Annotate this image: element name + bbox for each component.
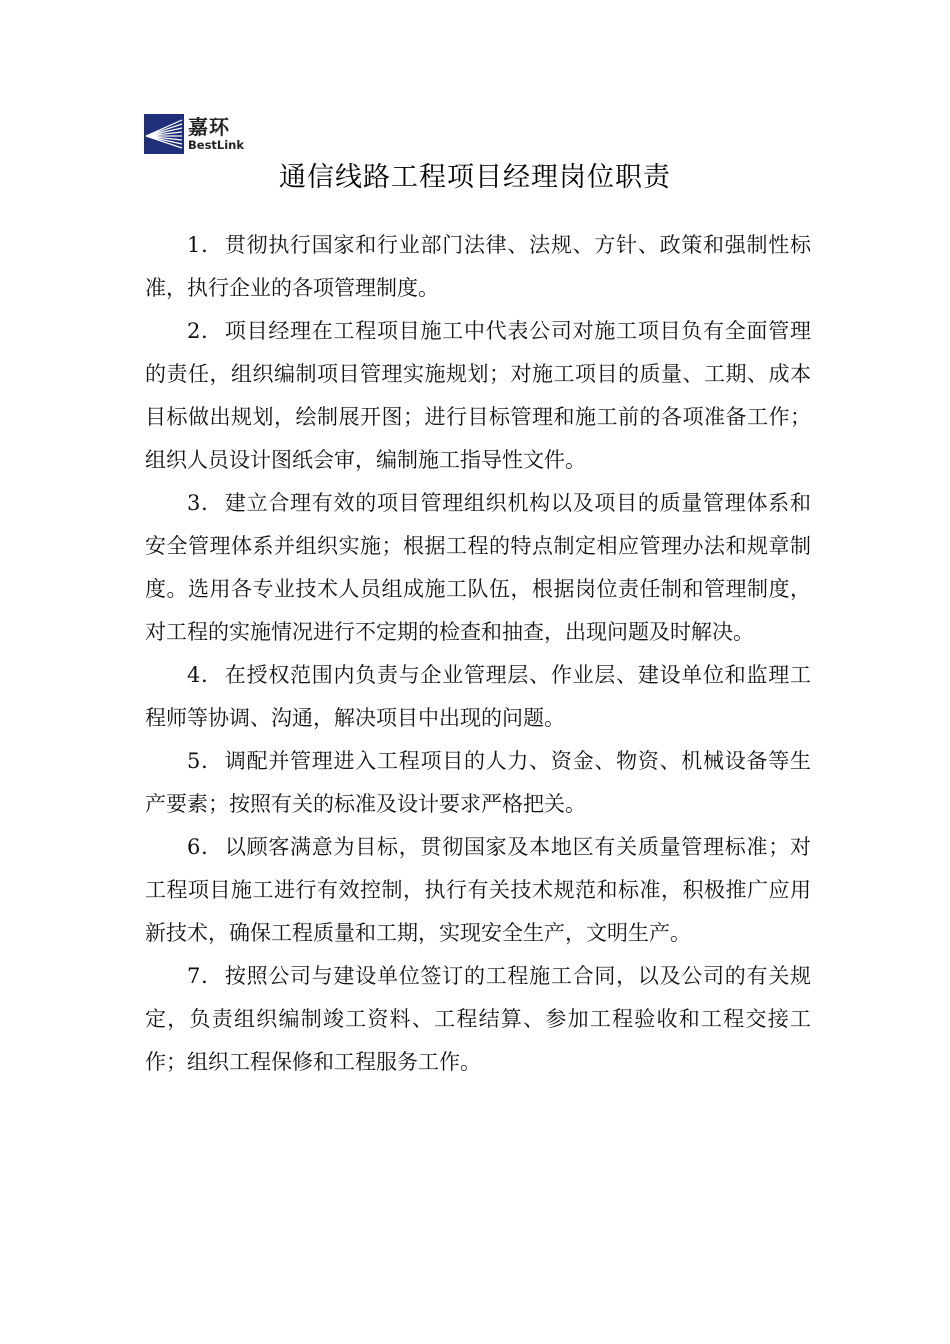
- paragraph-text: 调配并管理进入工程项目的人力、资金、物资、机械设备等生产要素；按照有关的标准及设计要求严格把关。: [145, 749, 811, 816]
- paragraph-text: 项目经理在工程项目施工中代表公司对施工项目负有全面管理的责任，组织编制项目管理实施规划；对施工项目的质量、工期、成本目标做出规划，绘制展开图；进行目标管理和施工前的各项准备工作；组织人员设计图纸会审，编制施工指导性文件。: [145, 319, 811, 472]
- logo-text: [188, 114, 245, 152]
- paragraph-2: [145, 310, 811, 482]
- paragraph-3: [145, 482, 811, 654]
- paragraph-number: 3．: [187, 491, 223, 515]
- paragraph-1: [145, 224, 811, 310]
- paragraph-number: 1．: [187, 233, 223, 257]
- company-logo: [144, 113, 254, 155]
- paragraph-text: 建立合理有效的项目管理组织机构以及项目的质量管理体系和安全管理体系并组织实施；根据工程的特点制定相应管理办法和规章制度。选用各专业技术人员组成施工队伍，根据岗位责任制和管理制度，对工程的实施情况进行不定期的检查和抽查，出现问题及时解决。: [145, 491, 811, 644]
- document-body: [145, 224, 811, 1084]
- logo-name-en: BestLink: [188, 137, 245, 152]
- paragraph-number: 6．: [187, 835, 223, 859]
- bestlink-lines-icon: [144, 114, 184, 154]
- logo-name-cn: 嘉环: [188, 114, 230, 139]
- paragraph-7: [145, 955, 811, 1084]
- paragraph-text: 以顾客满意为目标，贯彻国家及本地区有关质量管理标准；对工程项目施工进行有效控制，执行有关技术规范和标准，积极推广应用新技术，确保工程质量和工期，实现安全生产，文明生产。: [145, 835, 811, 945]
- paragraph-text: 在授权范围内负责与企业管理层、作业层、建设单位和监理工程师等协调、沟通，解决项目中出现的问题。: [145, 663, 811, 730]
- paragraph-number: 5．: [187, 749, 223, 773]
- paragraph-number: 7．: [187, 964, 223, 988]
- paragraph-5: [145, 740, 811, 826]
- paragraph-number: 2．: [187, 319, 223, 343]
- page-title: 通信线路工程项目经理岗位职责: [279, 162, 671, 193]
- paragraph-6: [145, 826, 811, 955]
- paragraph-number: 4．: [187, 663, 223, 687]
- paragraph-text: 贯彻执行国家和行业部门法律、法规、方针、政策和强制性标准，执行企业的各项管理制度。: [145, 233, 811, 300]
- paragraph-text: 按照公司与建设单位签订的工程施工合同，以及公司的有关规定，负责组织编制竣工资料、工程结算、参加工程验收和工程交接工作；组织工程保修和工程服务工作。: [145, 964, 811, 1074]
- paragraph-4: [145, 654, 811, 740]
